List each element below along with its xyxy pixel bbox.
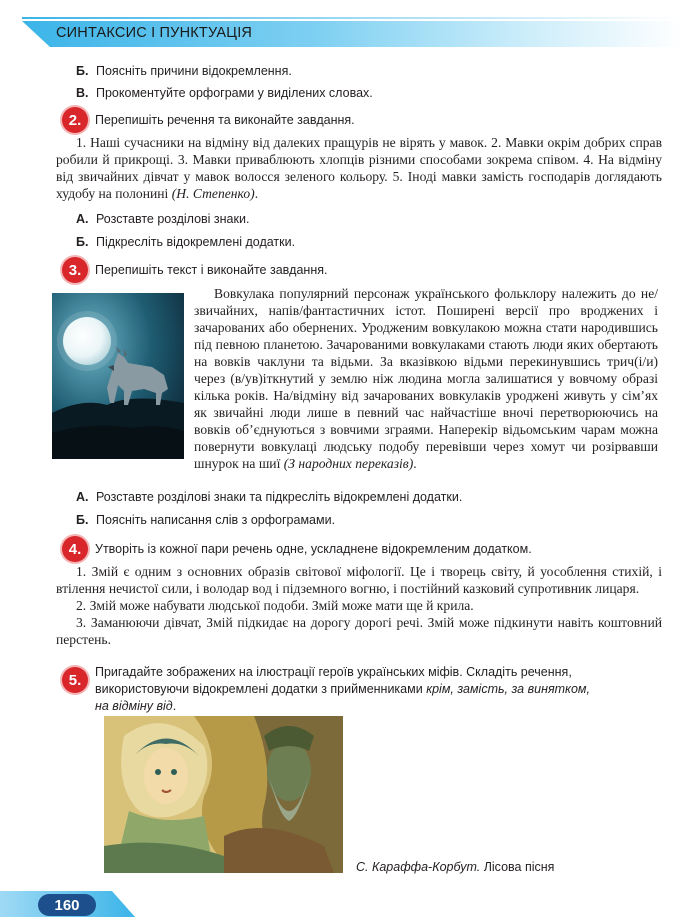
forest-song-picture bbox=[104, 716, 343, 873]
task-text: Підкресліть відокремлені додатки. bbox=[96, 235, 296, 249]
chapter-header bbox=[0, 17, 695, 51]
exercise-4-badge: 4. bbox=[62, 536, 88, 562]
task-letter: В. bbox=[76, 86, 89, 100]
exercise-5-badge: 5. bbox=[62, 667, 88, 693]
exercise-4-text bbox=[56, 563, 662, 648]
exercise-3-title: Перепишіть текст і виконайте завдання. bbox=[95, 263, 328, 277]
exercise-3-task-a bbox=[76, 490, 462, 504]
exercise-2-text bbox=[56, 134, 662, 202]
task-text: Поясніть написання слів з орфограмами. bbox=[96, 513, 336, 527]
exercise-2-source: (Н. Степенко) bbox=[171, 186, 255, 201]
exercise-5-title-end: . bbox=[172, 699, 177, 713]
caption-title: Лісова пісня bbox=[483, 860, 555, 874]
caption-author: С. Караффа-Корбут. bbox=[356, 860, 481, 874]
wolf-moon-illustration bbox=[52, 293, 184, 459]
task-v-top bbox=[76, 86, 373, 100]
exercise-5-prepositions: крім, замість, за винятком, на відміну від bbox=[95, 682, 590, 713]
exercise-2-task-b bbox=[76, 235, 295, 249]
painting-caption bbox=[356, 860, 554, 874]
exercise-2-task-a bbox=[76, 212, 249, 226]
exercise-2-end: . bbox=[254, 186, 259, 201]
exercise-3-source: (З народних переказів) bbox=[283, 456, 414, 471]
task-letter: А. bbox=[76, 212, 89, 226]
task-letter: А. bbox=[76, 490, 89, 504]
exercise-5-title bbox=[95, 664, 605, 715]
exercise-3-task-b bbox=[76, 513, 335, 527]
exercise-4-item-1: 1. Змій є одним з основних образів світової міфології. Це і творець світу, й уособлення стихій, і втілення нечистої сили, і володар вод і підземного вогню, і постійний казковий супротивник лицаря. bbox=[56, 564, 662, 596]
wolf-moon-picture bbox=[52, 293, 184, 459]
page-number: 160 bbox=[38, 894, 96, 916]
exercise-2-sentences: 1. Наші сучасники на відміну від далеких пращурів не вірять у мавок. 2. Мавки окрім добрих справ робили й прикрощі. 3. Мавки приваблюють хлопців різними способами зокрема співом. 4. На відміну від звичайних дівчат у мавок волосся зеленого кольору. 5. Іноді мавки замість господарів доглядають худобу на полонині bbox=[56, 135, 662, 201]
task-letter: Б. bbox=[76, 235, 89, 249]
exercise-4-item-3: 3. Заманюючи дівчат, Змій підкидає на дорогу дорогі речі. Змій може підкинути навіть коштовний перстень. bbox=[56, 615, 662, 647]
task-text: Поясніть причини відокремлення. bbox=[96, 64, 292, 78]
chapter-title: СИНТАКСИС І ПУНКТУАЦІЯ bbox=[56, 25, 253, 41]
exercise-3-badge: 3. bbox=[62, 257, 88, 283]
exercise-3-body: Вовкулака популярний персонаж українського фольклору належить до не/звичайних, напів/фантастичних істот. Поширені версії про вроджених і зачарованих або обернених. Уродженим вовкулакою можна стати народившись під певною планетою. Зачарованими вовкулаками стають люди яких обертають на вовків чаклуни та відьми. За вказівкою відьми перекинувшись трич(і/и) через (в/ув)іткнутий у землю ніж людина могла залишатися у вовчому образі кілька років. На/відміну від зачарованих вовкулаків уроджені живуть у сім’ях як звичайні люди лише в певний час найчастіше вночі перетворюючись на вовків об’єднуються з вовчими зграями. Наперекір відьомським чарам можна повернути вовкулаці людську подобу перевівши через хомут чи розірвавши шнурок на шиї bbox=[194, 286, 658, 471]
header-line bbox=[22, 17, 682, 19]
exercise-2-title: Перепишіть речення та виконайте завдання. bbox=[95, 113, 355, 127]
exercise-2-badge: 2. bbox=[62, 107, 88, 133]
task-letter: Б. bbox=[76, 64, 89, 78]
task-b-top bbox=[76, 64, 292, 78]
task-letter: Б. bbox=[76, 513, 89, 527]
exercise-4-item-2: 2. Змій може набувати людської подоби. Змій може мати ще й крила. bbox=[76, 598, 474, 613]
task-text: Розставте розділові знаки та підкресліть відокремлені додатки. bbox=[96, 490, 463, 504]
exercise-3-end: . bbox=[413, 456, 417, 471]
exercise-5-title-text: Пригадайте зображених на ілюстрації героїв українських міфів. Складіть речення, використовуючи відокремлені додатки з прийменниками bbox=[95, 665, 572, 696]
exercise-3-text bbox=[194, 285, 658, 472]
task-text: Розставте розділові знаки. bbox=[96, 212, 250, 226]
task-text: Прокоментуйте орфограми у виділених словах. bbox=[96, 86, 373, 100]
forest-song-painting bbox=[104, 716, 343, 873]
exercise-4-title: Утворіть із кожної пари речень одне, ускладнене відокремленим додатком. bbox=[95, 542, 532, 556]
